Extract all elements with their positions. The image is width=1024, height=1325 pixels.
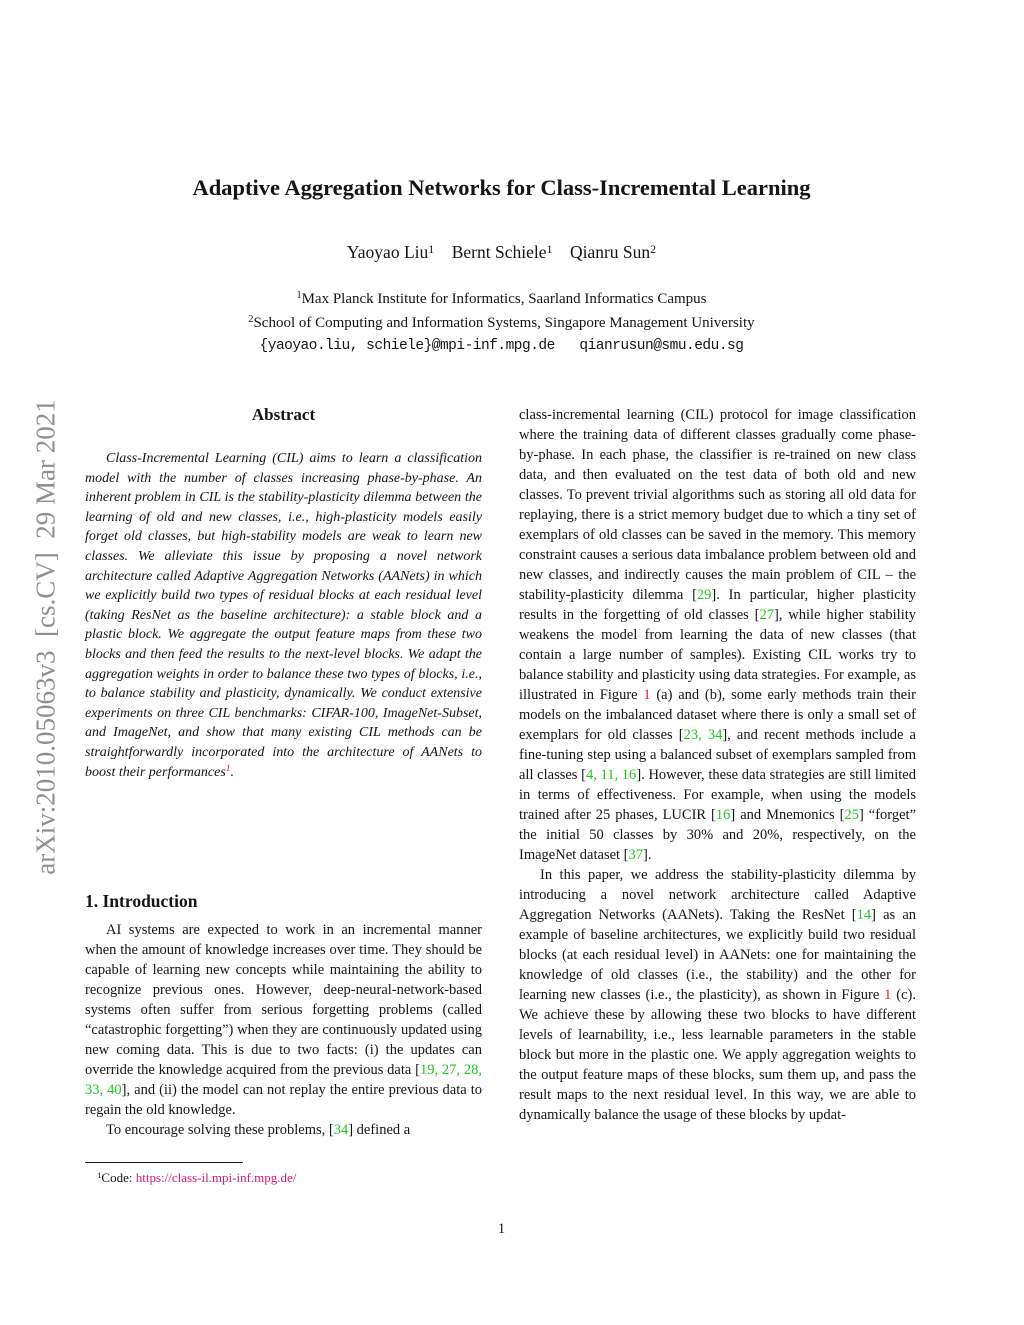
footnote-text — [85, 1169, 482, 1186]
text-segment: class-incremental learning (CIL) protocol for image classification where the training data of different classes gradually come phase-by-phase. In each phase, the classifier is re-trained on new class data, and then evaluated on the test data of both old and new classes. To prevent trivial algorithms such as storing all old data for replaying, there is a strict memory budget due to which a tiny set of exemplars of old classes can be saved in the memory. This memory constraint causes a serious data imbalance problem between old and new classes, and indirectly causes the main problem of CIL – the stability-plasticity dilemma [ — [519, 407, 916, 603]
footnote-block — [85, 1162, 482, 1186]
affiliation-line-2 — [85, 315, 918, 332]
abstract-body — [85, 449, 482, 782]
superscript: 1 — [296, 290, 302, 302]
right-column — [519, 405, 916, 1125]
text-segment: ], while higher stability weakens the model from learning the data of new classes (that contain a large number of samples). Existing CIL works try to balance stability and plasticity using data strategies. For example, as illustrated in Figure — [519, 607, 916, 703]
text-segment: ]. In particular, higher plasticity results in the forgetting of old classes [ — [519, 587, 916, 623]
text-segment: ], and recent methods include a fine-tuning step using a balanced subset of exemplars sampled from all classes [ — [519, 727, 916, 783]
abstract-heading: Abstract — [251, 405, 316, 424]
text-segment: ]. However, these data strategies are still limited in terms of effectiveness. For example, when using the models trained after 25 phases, LUCIR [ — [519, 767, 916, 823]
page-number: 1 — [497, 1221, 506, 1237]
url-link[interactable]: https://class-il.mpi-inf.mpg.de/ — [135, 1170, 297, 1185]
figure-ref-link[interactable]: 1 — [643, 687, 651, 703]
citation-link[interactable]: 23, 34 — [683, 727, 723, 743]
text-segment: Max Planck Institute for Informatics, Saarland Informatics Campus — [301, 291, 707, 307]
figure-ref-link[interactable]: 1 — [884, 987, 892, 1003]
text-segment: ] and Mnemonics [ — [730, 807, 845, 823]
text-segment: School of Computing and Information Systems, Singapore Management University — [253, 315, 755, 331]
text-segment: . — [230, 764, 235, 780]
text-segment: To encourage solving these problems, [ — [106, 1122, 334, 1138]
superscript: 1 — [546, 241, 553, 256]
text-segment: ]. — [643, 847, 652, 863]
text-segment: ], and (ii) the model can not replay the entire previous data to regain the old knowledge. — [85, 1082, 482, 1118]
text-segment: ] as an example of baseline architectures, we explicitly build two residual blocks (at each residual level) in AANets: one for maintaining the knowledge of old classes (i.e., the stability) and the other for learning new classes (i.e., the plasticity), as shown in Figure — [519, 907, 917, 1003]
left-column — [85, 405, 482, 1205]
text-segment: ] “forget” the initial 50 classes by 30% and 20%, respectively, on the ImageNet dataset [ — [519, 807, 917, 863]
citation-link[interactable]: 16 — [715, 807, 731, 823]
paper-title: Adaptive Aggregation Networks for Class-Incremental Learning — [192, 175, 811, 200]
text-segment: (a) and (b), some early methods train their models on the imbalanced dataset where there is only a small set of exemplars for old classes [ — [519, 687, 916, 743]
arxiv-watermark: arXiv:2010.05063v3 [cs.CV] 29 Mar 2021 — [30, 399, 61, 875]
citation-link[interactable]: 19, 27, 28, 33, 40 — [85, 1062, 483, 1098]
intro-paragraph-2 — [85, 1120, 482, 1140]
text-segment: AI systems are expected to work in an incremental manner when the amount of knowledge increases over time. They should be capable of learning new concepts while maintaining the ability to recognize previous ones. However, deep-neural-network-based systems often suffer from serious forgetting problems (called “catastrophic forgetting”) when they are continuously updated using new coming data. This is due to two facts: (i) the updates can override the knowledge acquired from the previous data [ — [85, 922, 482, 1078]
right-paragraph-2 — [519, 865, 916, 1125]
superscript: 2 — [248, 314, 254, 326]
intro-paragraph-1 — [85, 920, 482, 1120]
text-segment: In this paper, we address the stability-plasticity dilemma by introducing a novel network architecture called Adaptive Aggregation Networks (AANets). Taking the ResNet [ — [519, 867, 916, 923]
citation-link[interactable]: 14 — [856, 907, 872, 923]
superscript: 2 — [650, 241, 657, 256]
text-segment: Code: — [101, 1170, 136, 1185]
citation-link[interactable]: 37 — [628, 847, 644, 863]
superscript: 1 — [428, 241, 435, 256]
citation-link[interactable]: 29 — [696, 587, 712, 603]
citation-link[interactable]: 4, 11, 16 — [585, 767, 637, 783]
citation-link[interactable]: 25 — [844, 807, 859, 823]
introduction-body — [85, 920, 482, 1140]
authors-line — [85, 242, 918, 263]
text-segment: Bernt Schiele — [434, 242, 547, 262]
right-paragraph-1 — [519, 405, 916, 865]
text-segment: ] defined a — [348, 1122, 411, 1138]
emails-line: {yaoyao.liu, schiele}@mpi-inf.mpg.de qianrusun@smu.edu.sg — [259, 338, 744, 354]
section-heading-introduction: 1. Introduction — [85, 891, 198, 911]
superscript: 1 — [97, 1170, 102, 1181]
text-segment: Qianru Sun — [552, 242, 651, 262]
affiliation-line-1 — [85, 291, 918, 308]
text-segment: Class-Incremental Learning (CIL) aims to learn a classification model with the number of classes increasing phase-by-phase. An inherent problem in CIL is the stability-plasticity dilemma between the learning of old and new classes, i.e., high-plasticity models easily forget old classes, but high-stability models are weak to learn new classes. We alleviate this issue by proposing a novel network architecture called Adaptive Aggregation Networks (AANets) in which we explicitly build two types of residual blocks at each residual level (taking ResNet as the baseline architecture): a stable block and a plastic block. We aggregate the output feature maps from these two blocks and then feed the results to the next-level blocks. We adapt the aggregation weights in order to balance these two types of blocks, i.e., to balance stability and plasticity, dynamically. We conduct extensive experiments on three CIL benchmarks: CIFAR-100, ImageNet-Subset, and ImageNet, and show that many existing CIL methods can be straightforwardly incorporated into the architecture of AANets to boost their performances — [85, 451, 482, 780]
text-segment: (c). We achieve these by allowing these two blocks to have different levels of learnability, i.e., less learnable parameters in the stable block but more in the plastic one. We apply aggregation weights to the output feature maps of these blocks, sum them up, and pass the result maps to the next residual level. In this way, we are able to dynamically balance the usage of these blocks by updat- — [519, 987, 916, 1123]
footnote-divider — [85, 1162, 243, 1163]
footnote-ref-link[interactable]: 1 — [225, 764, 231, 775]
citation-link[interactable]: 34 — [333, 1122, 349, 1138]
text-segment: Yaoyao Liu — [346, 242, 429, 262]
citation-link[interactable]: 27 — [759, 607, 774, 623]
